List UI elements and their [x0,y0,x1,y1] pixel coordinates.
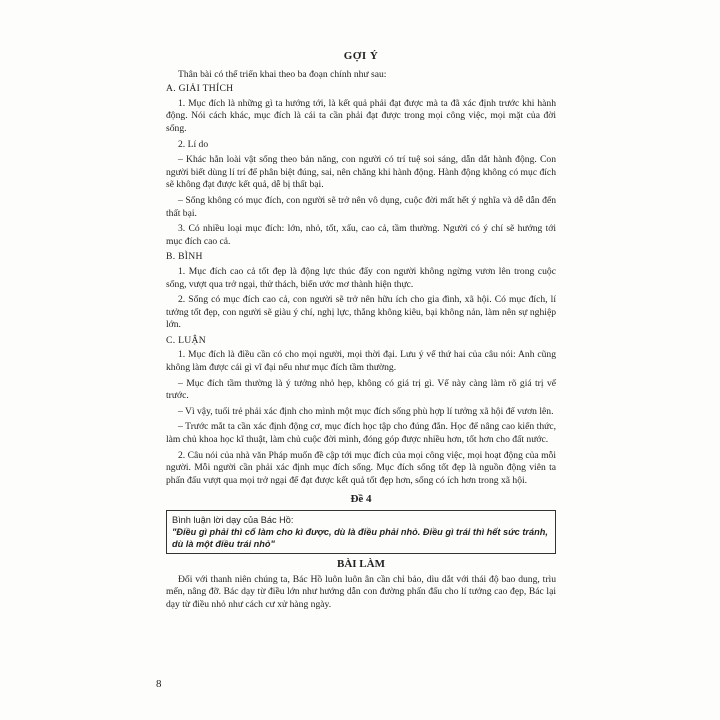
heading-goi-y: GỢI Ý [343,50,379,62]
prompt-quote: "Điều gì phải thì cố làm cho kì được, dù là điều phải nhỏ. Điều gì trái thì hết sức tránh, dù là một điều trái nhỏ" [172,527,548,549]
page-number: 8 [156,678,162,690]
section-c-p1c: – Vì vậy, tuổi trẻ phải xác định cho mình một mục đích sống phù hợp lí tưởng xã hội để vươn lên. [178,405,554,417]
section-c-p1: 1. Mục đích là điều cần có cho mọi người, mọi thời đại. Lưu ý vế thứ hai của câu nói: Anh cũng không làm được cái gì vĩ đại nếu như mục đích tầm thường. [166,349,556,374]
de-4-heading: Đề 4 [350,493,372,506]
section-a-p1: 1. Mục đích là những gì ta hướng tới, là kết quả phải đạt được mà ta đã xác định trước khi hành động. Nói cách khác, mục đích là cái ta cần phải đạt được trong mọi công việc, mọi mặt của đời sống. [166,97,556,134]
section-b-p1: 1. Mục đích cao cả tốt đẹp là động lực thúc đẩy con người không ngừng vươn lên trong cuộc sống, vượt qua trở ngại, thử thách, biến ước mơ thành hiện thực. [166,265,556,290]
prompt-box [166,510,556,554]
bai-lam-text: Đối với thanh niên chúng ta, Bác Hồ luôn luôn ân cần chỉ bảo, dìu dắt với thái độ bao dung, trìu mến, nâng đỡ. Bác dạy từ điều lớn như hướng dẫn con đường phấn đấu cho lí tưởng cao đẹp, Bác lại dạy từ điều nhỏ như cách cư xử hàng ngày. [166,573,556,610]
prompt-label: Bình luận lời dạy của Bác Hồ: [172,515,294,525]
section-a-p2-label: 2. Lí do [178,138,209,150]
section-c-title: C. LUẬN [166,334,206,346]
section-b-p2: 2. Sống có mục đích cao cả, con người sẽ trở nên hữu ích cho gia đình, xã hội. Có mục đích, lí tưởng tốt đẹp, con người sẽ giàu ý chí, nghị lực, thắng không kiêu, bại không nản, làm nên sự nghiệp lớn. [166,294,556,331]
section-a-title: A. GIẢI THÍCH [166,83,234,95]
bai-lam-heading: BÀI LÀM [337,558,385,570]
section-b-title: B. BÌNH [166,251,203,263]
intro-text: Thân bài có thể triển khai theo ba đoạn chính như sau: [178,68,387,80]
section-a-p3: 3. Có nhiều loại mục đích: lớn, nhỏ, tốt, xấu, cao cả, tầm thường. Người có ý chí sẽ hướng tới mục đích cao cả. [166,223,556,247]
page-content [166,50,556,614]
section-c-p2: 2. Câu nói của nhà văn Pháp muốn đề cập tới mục đích của mọi công việc, mọi hoạt động của mỗi người. Mỗi người cần phải xác định mục đích sống. Mục đích sống tốt đẹp là nguồn động viên ta phấn đấu vượt qua mọi trở ngại để đạt được kết quả tốt đẹp hơn, sống có ích hơn trong xã hội. [166,449,556,486]
section-c-p1b: – Mục đích tầm thường là ý tưởng nhỏ hẹp, không có giá trị gì. Vế này càng làm rõ giá trị vế trước. [166,377,556,402]
section-a-p2a: – Khác hẳn loài vật sống theo bản năng, con người có trí tuệ soi sáng, dẫn dắt hành động. Con người biết dùng lí trí để phân biệt đúng, sai, nên chăng khi hành động. Hành động không có mục đích sẽ không đạt được kết quả, dễ bị thất bại. [166,154,556,191]
section-a-p2b: – Sống không có mục đích, con người sẽ trở nên vô dụng, cuộc đời mất hết ý nghĩa và dễ dẫn đến thất bại. [166,194,556,219]
section-c-p1d: – Trước mắt ta cần xác định động cơ, mục đích học tập cho đúng đắn. Học để nâng cao kiến thức, làm chủ khoa học kĩ thuật, làm chủ cuộc đời mình, đóng góp được nhiều hơn, tốt hơn cho đất nước. [166,421,556,446]
